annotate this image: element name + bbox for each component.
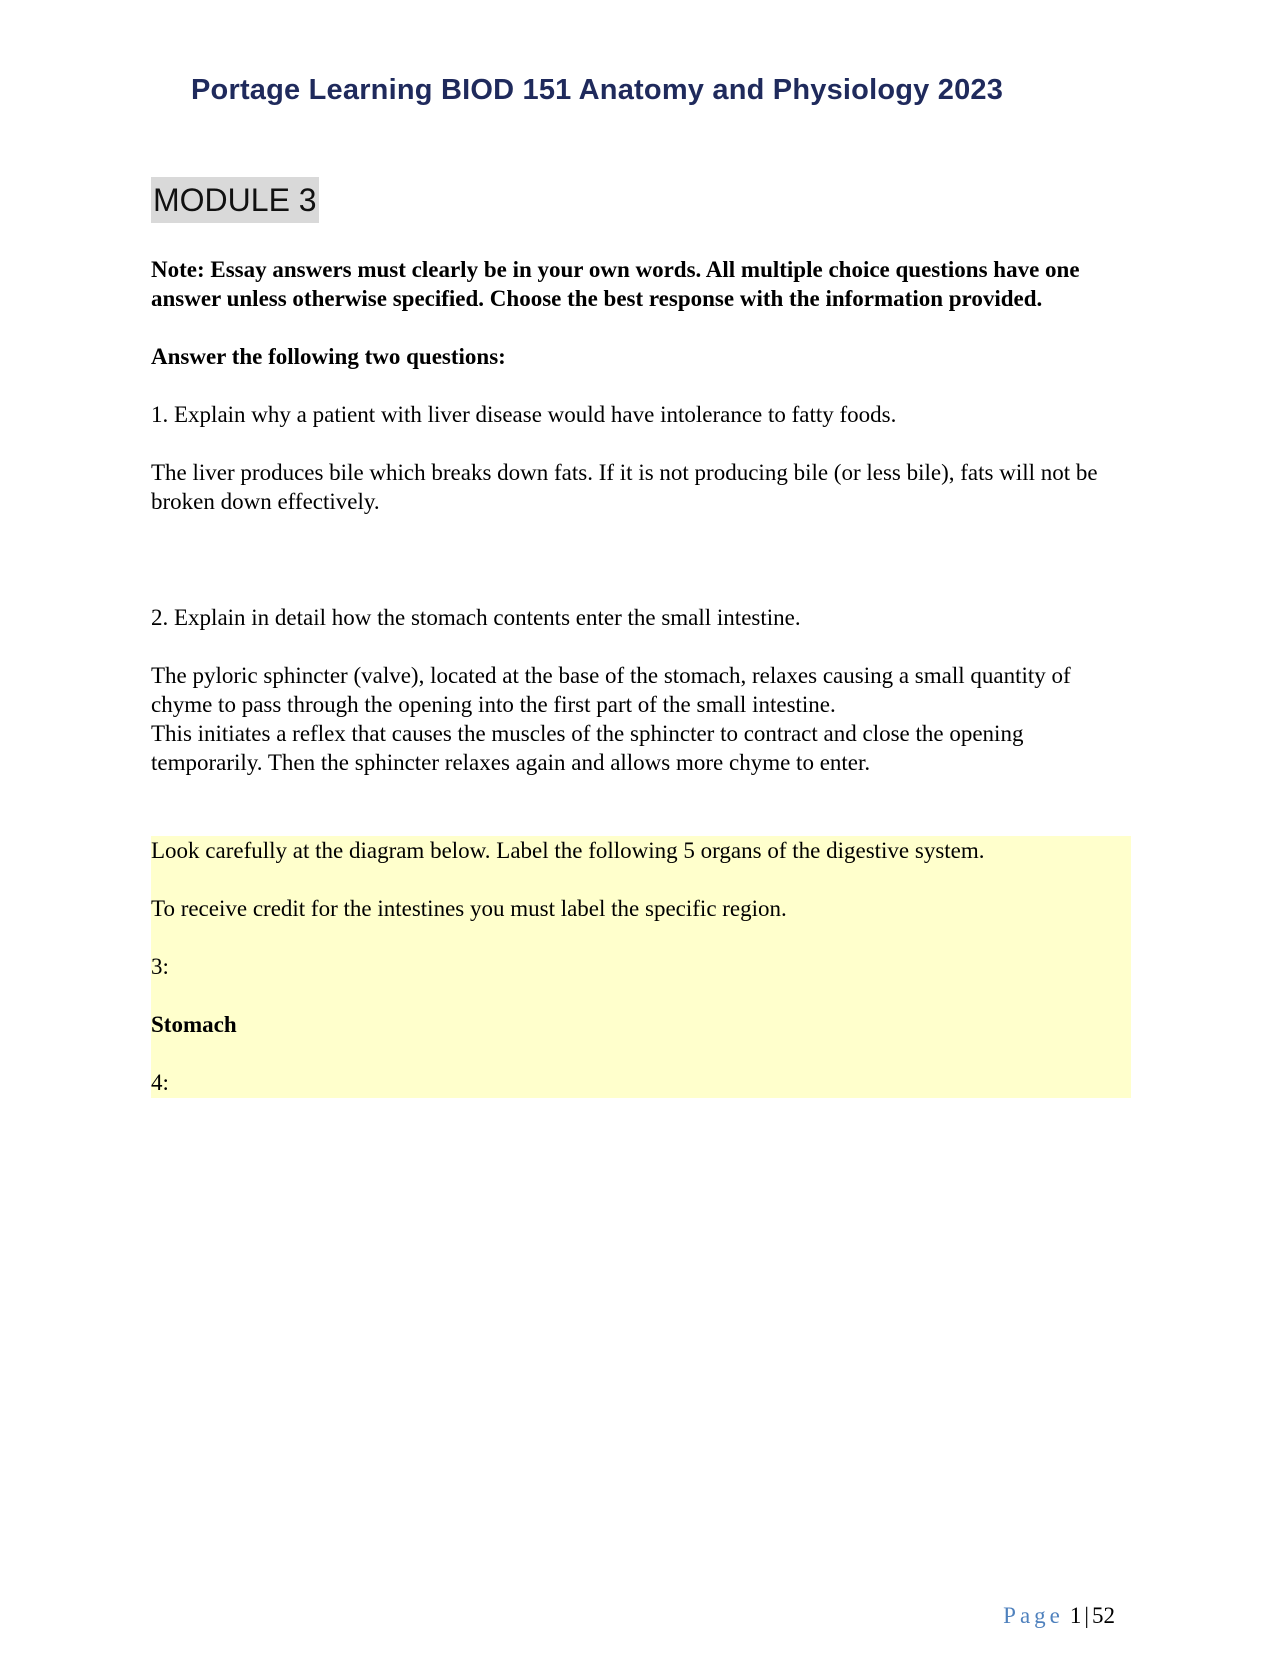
footer-separator: |: [1084, 1603, 1089, 1628]
question-2-answer-line-2: This initiates a reflex that causes the muscles of the sphincter to contract and close the opening temporarily. Then the sphincter relaxes again and allows more chyme to enter.: [151, 721, 1024, 775]
document-body: [151, 255, 1131, 777]
diagram-instruction: Look carefully at the diagram below. Label the following 5 organs of the digestive system.: [151, 838, 985, 863]
note-paragraph: Note: Essay answers must clearly be in your own words. All multiple choice questions have one answer unless otherwise specified. Choose the best response with the information provided.: [151, 257, 1080, 311]
question-1-prompt: 1. Explain why a patient with liver disease would have intolerance to fatty foods.: [151, 402, 897, 427]
module-heading: MODULE 3: [151, 177, 319, 223]
diagram-labeling-section: [151, 836, 1131, 1098]
footer-total-pages: 52: [1092, 1603, 1115, 1628]
question-2-answer-line-1: The pyloric sphincter (valve), located at the base of the stomach, relaxes causing a small quantity of chyme to pass through the opening into the first part of the small intestine.: [151, 663, 1071, 717]
question-2-prompt: 2. Explain in detail how the stomach contents enter the small intestine.: [151, 605, 801, 630]
diagram-credit-note: To receive credit for the intestines you must label the specific region.: [151, 896, 787, 921]
label-3-number: 3:: [151, 954, 169, 979]
instructions-heading: Answer the following two questions:: [151, 344, 506, 369]
footer-page-number: 1: [1069, 1603, 1082, 1628]
label-3-answer: Stomach: [151, 1012, 237, 1037]
footer-page-word: Page: [1003, 1603, 1064, 1628]
question-1-answer: The liver produces bile which breaks down fats. If it is not producing bile (or less bile), fats will not be broken down effectively.: [151, 460, 1098, 514]
page-footer: [1003, 1603, 1115, 1629]
label-4-number: 4:: [151, 1070, 169, 1095]
document-header-title: Portage Learning BIOD 151 Anatomy and Physiology 2023: [191, 74, 1004, 106]
